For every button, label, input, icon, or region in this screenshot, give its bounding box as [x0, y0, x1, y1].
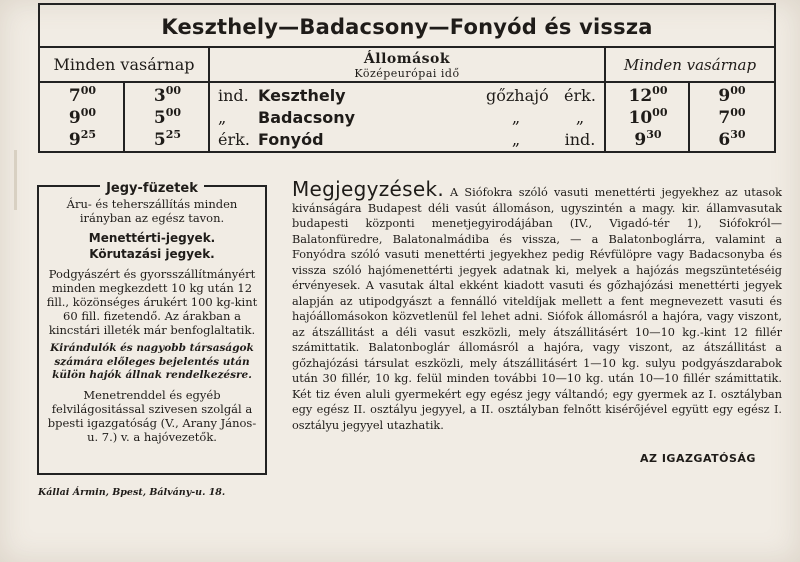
- return-tickets-label: Menettérti-jegyek.: [88, 231, 216, 245]
- outbound-time-1: $9^{25}$: [68, 128, 97, 150]
- steamship-label: „: [511, 108, 521, 127]
- return-time-2: $6^{30}$: [718, 128, 746, 150]
- timetable: [38, 3, 776, 153]
- station-name: Badacsony: [258, 108, 356, 127]
- departure-arrival-label: „: [218, 108, 227, 127]
- ticket-info-box: [37, 181, 267, 475]
- steamship-label: „: [511, 130, 521, 149]
- station-name: Fonyód: [258, 130, 324, 149]
- notes-section: [292, 177, 782, 433]
- return-time-1: $12^{00}$: [628, 84, 668, 106]
- return-time-1: $9^{30}$: [634, 128, 662, 150]
- return-time-2: $9^{00}$: [718, 84, 746, 106]
- freight-note: Áru- és teherszállítás minden irányban az egész tavon.: [66, 197, 238, 225]
- departure-arrival-label: ind.: [218, 86, 249, 105]
- steamship-label: gőzhajó: [486, 86, 549, 105]
- timetable-row: [40, 129, 774, 151]
- contact-note: Menetrenddel és egyéb felvilágositással szivesen szolgál a bpesti igazgatóság (V., Arany János-u. 7.) v. a hajóvezetők.: [47, 387, 257, 444]
- stations-header: [210, 47, 606, 83]
- outbound-time-2: $3^{00}$: [153, 84, 182, 106]
- time-zone-note: Középeurópai idő: [354, 67, 460, 80]
- fold-mark: [14, 150, 17, 210]
- return-label: ind.: [564, 130, 596, 149]
- return-time-2: $7^{00}$: [718, 106, 746, 128]
- outbound-time-2: $5^{00}$: [153, 106, 182, 128]
- station-name: Keszthely: [258, 86, 346, 105]
- round-trip-tickets-label: Körutazási jegyek.: [89, 247, 215, 261]
- notes-body: A Siófokra szóló vasuti menettérti jegyekhez az utasok kivánságára Budapest déli vasút állomáson, ugyszintén a magy. kir. államvasutak budapesti központi menetjegyirodájában (IV., Vigadó-tér 1), Siófokról—Balatonfüredre, Balatonalmádiba és vissza, — a Balatonboglárra, valamint a Fonyódra szóló vasuti menettérti jegyekhez pedig Révfülöpre vagy Badacsonyba és vissza szóló hajómenettérti jegyek adatnak ki, melyek a hajózás megszüntetéséig érvényesek. A vasutak által ekként kiadott vasuti és gőzhajózási menettérti jegyek alapján az utipodgyászt a fennálló viteldíjak mellett a fent megnevezett vasuti és hajóállomásokon közvetlenül fel lehet adni. Siófok állomásról a hajóra, vagy viszont, az átszállitást a déli vasut eszközli, mely átszállitásért 10—10 kg.-kint 12 fillér számittatik. Balatonboglár állomásról a hajóra, vagy viszont, az átszállitást a gőzhajózási társulat eszközli, mely átszállitásért 1—10 kg. sulyu podgyászdarabok után 30 fillér, 10 kg. felül minden további 10—10 kg. után 10—10 fillér számittatik. Két tiz éven aluli gyermekért egy egész jegy váltandó; egy gyermek az I. osztályban egy egész II. osztályu jegyyel, a II. osztályban felnőtt kisérőjével együtt egy egész I. osztályu jegyyel utazhatik.: [292, 186, 782, 432]
- charter-note: Kirándulók és nagyobb társaságok számára előleges bejelentés után külön hajók állnak rendelkezésre.: [50, 342, 254, 381]
- directorate-signature: AZ IGAZGATÓSÁG: [640, 452, 756, 465]
- notes-heading: Megjegyzések.: [292, 177, 445, 201]
- baggage-fee-note: Podgyászért és gyorsszállítmányért minden megkezdett 10 kg után 12 fill., közönséges árukért 100 kg-kint 60 fill. fizetendő. Az árakban a kincstári illeték már benfoglaltatik.: [46, 267, 258, 337]
- return-label: „: [575, 108, 585, 127]
- ticket-booklets-title: Jegy-füzetek: [39, 177, 265, 196]
- outbound-time-1: $7^{00}$: [68, 84, 97, 106]
- timetable-title: Keszthely—Badacsony—Fonyód és vissza: [40, 8, 774, 48]
- return-time-1: $10^{00}$: [628, 106, 668, 128]
- return-header: Minden vasárnap: [606, 47, 774, 83]
- printer-imprint: Kállai Ármin, Bpest, Bálvány-u. 18.: [38, 487, 226, 498]
- departure-arrival-label: érk.: [218, 130, 250, 149]
- timetable-row: [40, 85, 774, 107]
- return-label: érk.: [564, 86, 596, 105]
- outbound-time-1: $9^{00}$: [68, 106, 97, 128]
- timetable-row: [40, 107, 774, 129]
- stations-title: Állomások: [363, 51, 451, 67]
- outbound-time-2: $5^{25}$: [153, 128, 182, 150]
- outbound-header: Minden vasárnap: [40, 47, 210, 83]
